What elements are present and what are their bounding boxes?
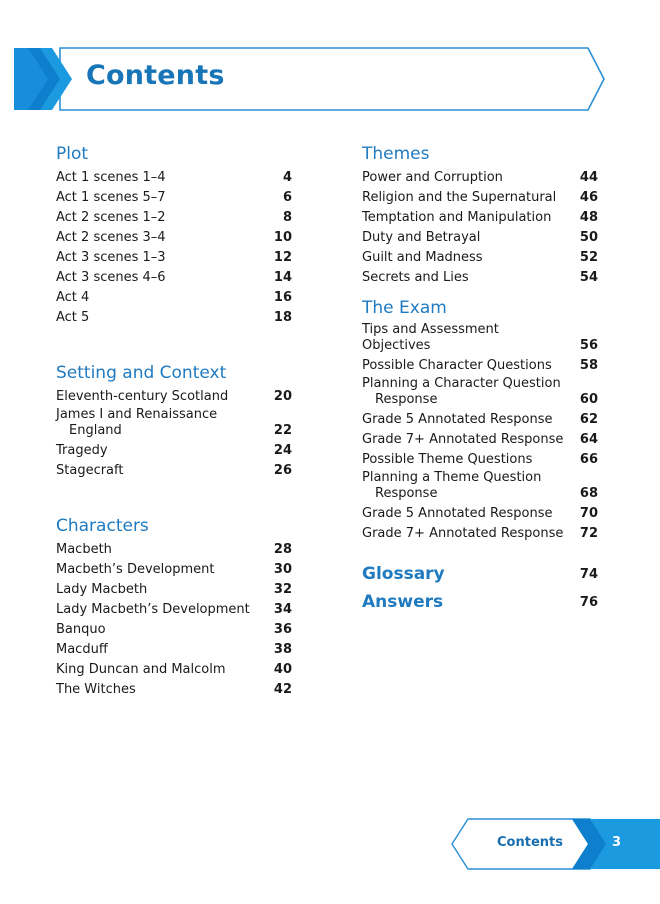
section-title-answers: Answers: [362, 592, 444, 612]
toc-entry-label: Grade 5 Annotated Response: [362, 412, 553, 427]
toc-entry[interactable]: [56, 439, 292, 459]
toc-entry-page: 32: [273, 582, 292, 597]
toc-entry-page: 56: [579, 338, 598, 353]
toc-entry-label: Act 3 scenes 4–6: [56, 270, 166, 285]
toc-entry-page: 20: [273, 389, 292, 404]
toc-entry-page: 48: [579, 210, 598, 225]
toc-entry-label: [362, 470, 574, 502]
toc-entry-page: 64: [579, 432, 598, 447]
toc-left-column: [56, 140, 292, 698]
toc-entry[interactable]: [56, 385, 292, 405]
toc-entry[interactable]: [362, 266, 598, 286]
toc-entry-page: 28: [273, 542, 292, 557]
toc-entry-label: Eleventh-century Scotland: [56, 389, 229, 404]
toc-entry-page: 12: [273, 250, 292, 265]
toc-entry-label: Religion and the Supernatural: [362, 190, 557, 205]
toc-entry[interactable]: [56, 598, 292, 618]
toc-entry[interactable]: [362, 186, 598, 206]
toc-entry[interactable]: [56, 638, 292, 658]
toc-entry[interactable]: [362, 408, 598, 428]
toc-entry-page: 8: [282, 210, 292, 225]
section-title-glossary: Glossary: [362, 564, 445, 584]
toc-entry-page: 46: [579, 190, 598, 205]
toc-entry-label: Grade 5 Annotated Response: [362, 506, 553, 521]
toc-entry-label: Secrets and Lies: [362, 270, 469, 285]
toc-entry-answers[interactable]: [362, 584, 598, 612]
toc-entry[interactable]: [362, 354, 598, 374]
toc-entry[interactable]: [362, 374, 598, 408]
toc-entry-page: 66: [579, 452, 598, 467]
toc-entry-label: Banquo: [56, 622, 106, 637]
toc-entry[interactable]: [362, 502, 598, 522]
toc-entry-label-line2: Response: [375, 486, 438, 501]
toc-entry-page: 60: [579, 392, 598, 407]
toc-entry-page: 50: [579, 230, 598, 245]
toc-entry[interactable]: [56, 306, 292, 326]
toc-entry-label: Grade 7+ Annotated Response: [362, 432, 564, 447]
toc-entry-page: 42: [273, 682, 292, 697]
toc-entry-label: Act 2 scenes 1–2: [56, 210, 166, 225]
toc-entry-label: Guilt and Madness: [362, 250, 483, 265]
toc-entry-page: 14: [273, 270, 292, 285]
toc-entry-label: Act 5: [56, 310, 90, 325]
toc-entry[interactable]: [362, 448, 598, 468]
toc-entry-label: Lady Macbeth: [56, 582, 148, 597]
toc-entry[interactable]: [56, 186, 292, 206]
toc-entry[interactable]: [362, 226, 598, 246]
toc-entry-label: [362, 376, 574, 408]
toc-entry-page: 10: [273, 230, 292, 245]
toc-entry-label: Duty and Betrayal: [362, 230, 481, 245]
toc-entry[interactable]: [56, 538, 292, 558]
footer-page-tab: [450, 818, 660, 870]
toc-entry-label: The Witches: [56, 682, 136, 697]
toc-entry-page: 52: [579, 250, 598, 265]
toc-entry-label-line1: Planning a Theme Question: [362, 470, 542, 485]
toc-entry-label: Macbeth: [56, 542, 112, 557]
toc-entry-label: Act 4: [56, 290, 90, 305]
toc-entry[interactable]: [56, 618, 292, 638]
toc-entry-page: 24: [273, 443, 292, 458]
section-title-plot: Plot: [56, 144, 89, 164]
toc-right-column: [362, 140, 598, 612]
toc-entry[interactable]: [362, 468, 598, 502]
toc-entry-page: 62: [579, 412, 598, 427]
toc-entry[interactable]: [56, 558, 292, 578]
toc-entry-label-line2: Response: [375, 392, 438, 407]
toc-entry-label: Act 3 scenes 1–3: [56, 250, 166, 265]
toc-entry-page: 22: [273, 423, 292, 438]
toc-entry-label: [56, 407, 268, 439]
toc-entry[interactable]: [56, 226, 292, 246]
toc-entry[interactable]: [56, 658, 292, 678]
toc-entry-label: Power and Corruption: [362, 170, 503, 185]
toc-entry-label-line2: England: [69, 423, 122, 438]
toc-entry-page: 30: [273, 562, 292, 577]
toc-entry-page: 40: [273, 662, 292, 677]
toc-entry-page: 54: [579, 270, 598, 285]
toc-entry-label: Possible Theme Questions: [362, 452, 533, 467]
toc-entry[interactable]: [56, 405, 292, 439]
toc-entry-label: Act 1 scenes 5–7: [56, 190, 166, 205]
section-title-setting-context: Setting and Context: [56, 363, 227, 383]
toc-entry[interactable]: [56, 246, 292, 266]
section-title-characters: Characters: [56, 516, 149, 536]
toc-entry-label: Macduff: [56, 642, 108, 657]
section-title-the-exam: The Exam: [362, 298, 447, 318]
toc-entry-page: 38: [273, 642, 292, 657]
toc-entry-page: 6: [282, 190, 292, 205]
toc-entry[interactable]: [362, 522, 598, 542]
toc-entry-label: Tips and Assessment Objectives: [362, 322, 499, 353]
toc-entry-label: Possible Character Questions: [362, 358, 552, 373]
toc-entry-label: Tragedy: [56, 443, 108, 458]
toc-entry[interactable]: [362, 428, 598, 448]
toc-entry[interactable]: [362, 206, 598, 226]
toc-entry-glossary[interactable]: [362, 556, 598, 584]
toc-entry-page: 76: [579, 595, 598, 610]
header-banner: [0, 0, 660, 130]
toc-entry-page: 44: [579, 170, 598, 185]
toc-entry-label-line1: James I and Renaissance: [56, 407, 218, 422]
toc-entry-label: Act 1 scenes 1–4: [56, 170, 166, 185]
toc-entry[interactable]: [56, 166, 292, 186]
toc-entry-label: King Duncan and Malcolm: [56, 662, 226, 677]
toc-entry[interactable]: [56, 678, 292, 698]
toc-entry[interactable]: [56, 206, 292, 226]
toc-entry-page: 58: [579, 358, 598, 373]
toc-entry-page: 34: [273, 602, 292, 617]
toc-entry-page: 68: [579, 486, 598, 501]
toc-entry-page: 74: [579, 567, 598, 582]
toc-entry-page: 18: [273, 310, 292, 325]
toc-entry-label: Stagecraft: [56, 463, 124, 478]
toc-entry-label: Lady Macbeth’s Development: [56, 602, 250, 617]
toc-entry-label: Temptation and Manipulation: [362, 210, 552, 225]
toc-entry[interactable]: [56, 459, 292, 479]
section-title-themes: Themes: [362, 144, 430, 164]
toc-entry-page: 26: [273, 463, 292, 478]
page-title: Contents: [86, 60, 225, 91]
toc-entry[interactable]: [362, 166, 598, 186]
toc-entry-page: 4: [282, 170, 292, 185]
page-number: 3: [612, 835, 622, 850]
toc-entry[interactable]: [56, 578, 292, 598]
toc-entry-page: 36: [273, 622, 292, 637]
footer-section-label: Contents: [497, 835, 563, 850]
toc-entry-label: Act 2 scenes 3–4: [56, 230, 166, 245]
toc-entry-label: Grade 7+ Annotated Response: [362, 526, 564, 541]
toc-entry[interactable]: [362, 320, 598, 354]
toc-entry-page: 16: [273, 290, 292, 305]
toc-entry[interactable]: [56, 266, 292, 286]
toc-entry-page: 70: [579, 506, 598, 521]
toc-entry-page: 72: [579, 526, 598, 541]
toc-entry-label: Macbeth’s Development: [56, 562, 215, 577]
toc-entry[interactable]: [362, 246, 598, 266]
toc-entry-label-line1: Planning a Character Question: [362, 376, 561, 391]
toc-entry[interactable]: [56, 286, 292, 306]
